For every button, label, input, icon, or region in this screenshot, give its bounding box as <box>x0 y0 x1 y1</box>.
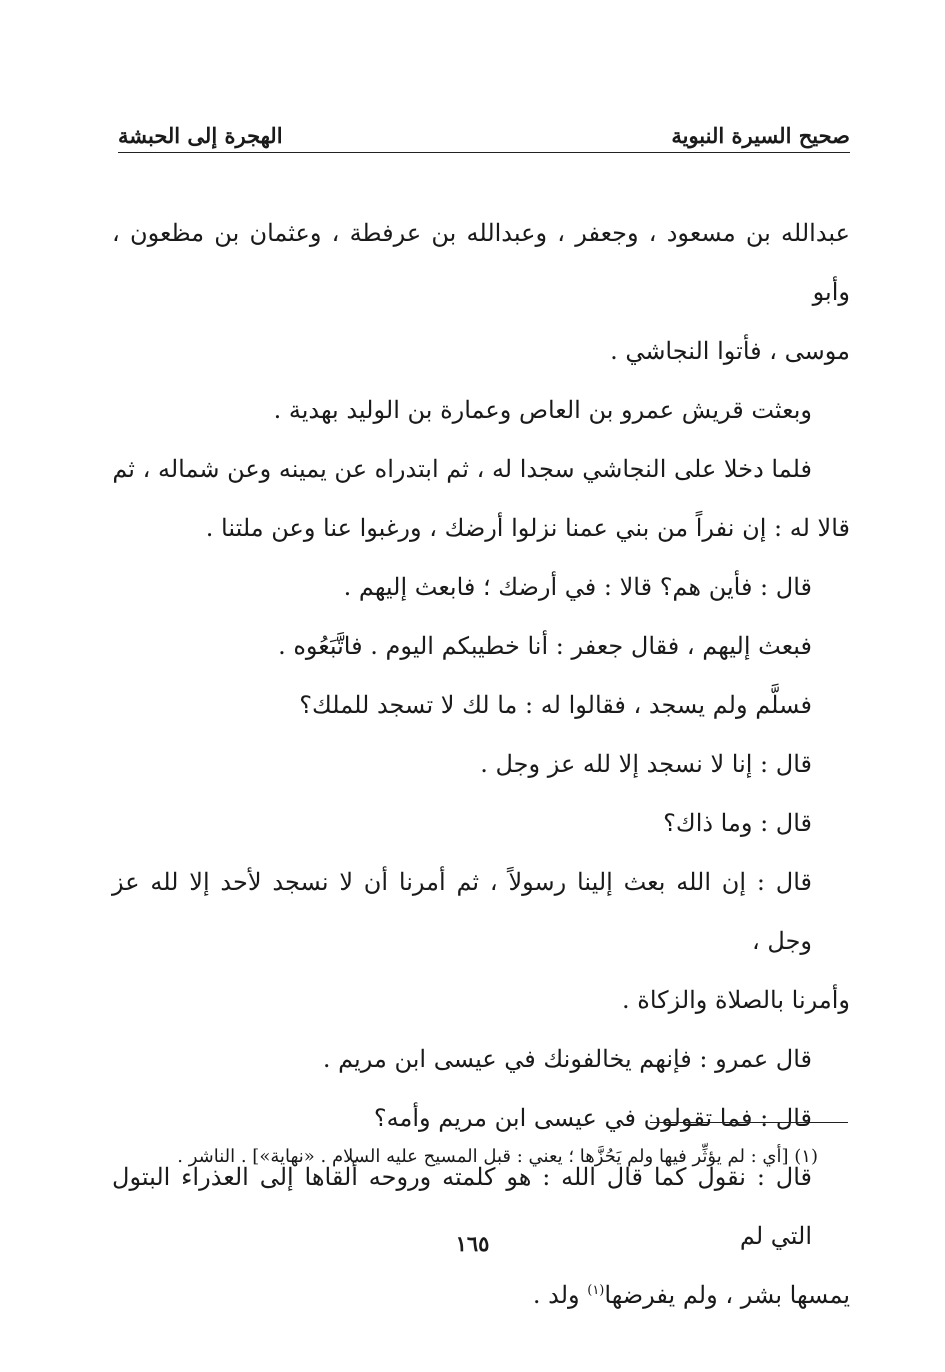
running-header <box>118 114 850 150</box>
paragraph <box>112 381 850 440</box>
paragraph <box>112 617 850 676</box>
text-line: عبدالله بن مسعود ، وجعفر ، وعبدالله بن عرفطة ، وعثمان بن مظعون ، وأبو <box>112 219 850 306</box>
chapter-title: الهجرة إلى الحبشة <box>118 123 283 148</box>
text-line: قال عمرو : فإنهم يخالفونك في عيسى ابن مريم . <box>322 1045 812 1073</box>
text-line: قال : نقول كما قال الله : هو كلمته وروحه ألقاها إلى العذراء البتول التي لم <box>112 1163 812 1250</box>
paragraph <box>112 1030 850 1089</box>
footnote <box>118 1142 818 1172</box>
text-line: قال : فما تقولون في عيسى ابن مريم وأمه؟ <box>373 1104 812 1132</box>
text-line: وبعثت قريش عمرو بن العاص وعمارة بن الوليد بهدية . <box>273 396 812 424</box>
paragraph <box>112 676 850 735</box>
text-line: قال : إنا لا نسجد إلا لله عز وجل . <box>480 750 812 778</box>
page-number: ١٦٥ <box>455 1231 490 1256</box>
text-line: قالا له : إن نفراً من بني عمنا نزلوا أرضك ، ورغبوا عنا وعن ملتنا . <box>205 514 850 542</box>
header-rule <box>118 152 850 153</box>
paragraph <box>112 735 850 794</box>
paragraph <box>112 440 850 558</box>
paragraph <box>112 1089 850 1148</box>
paragraph <box>112 204 850 381</box>
text-line: فلما دخلا على النجاشي سجدا له ، ثم ابتدراه عن يمينه وعن شماله ، ثم <box>112 455 812 483</box>
text-line: موسى ، فأتوا النجاشي . <box>610 337 850 365</box>
footnote-marker: (١) <box>794 1146 818 1167</box>
text-line: قال : إن الله بعث إلينا رسولاً ، ثم أمرنا أن لا نسجد لأحد إلا لله عز وجل ، <box>112 868 812 955</box>
footnote-rule <box>650 1122 848 1123</box>
paragraph <box>112 853 850 1030</box>
text-line: يمسها بشر ، ولم يفرضها <box>604 1281 850 1309</box>
text-line: فسلَّم ولم يسجد ، فقالوا له : ما لك لا تسجد للملك؟ <box>299 691 812 719</box>
text-line: فبعث إليهم ، فقال جعفر : أنا خطيبكم اليوم . فاتَّبَعُوه . <box>278 632 812 660</box>
book-title: صحيح السيرة النبوية <box>671 123 850 148</box>
text-line-end: ولد . <box>532 1281 588 1309</box>
footnote-text: [أي : لم يؤثِّر فيها ولم يَحُزَّها ؛ يعني : قبل المسيح عليه السلام . «نهاية»] . الناشر . <box>177 1146 795 1167</box>
text-line: قال : فأين هم؟ قالا : في أرضك ؛ فابعث إليهم . <box>343 573 812 601</box>
text-line-wrapper <box>533 1281 850 1309</box>
text-line: وأمرنا بالصلاة والزكاة . <box>622 986 850 1014</box>
footnote-reference[interactable]: (١) <box>587 1283 605 1298</box>
text-line: قال : وما ذاك؟ <box>663 809 812 837</box>
paragraph <box>112 558 850 617</box>
paragraph <box>112 794 850 853</box>
